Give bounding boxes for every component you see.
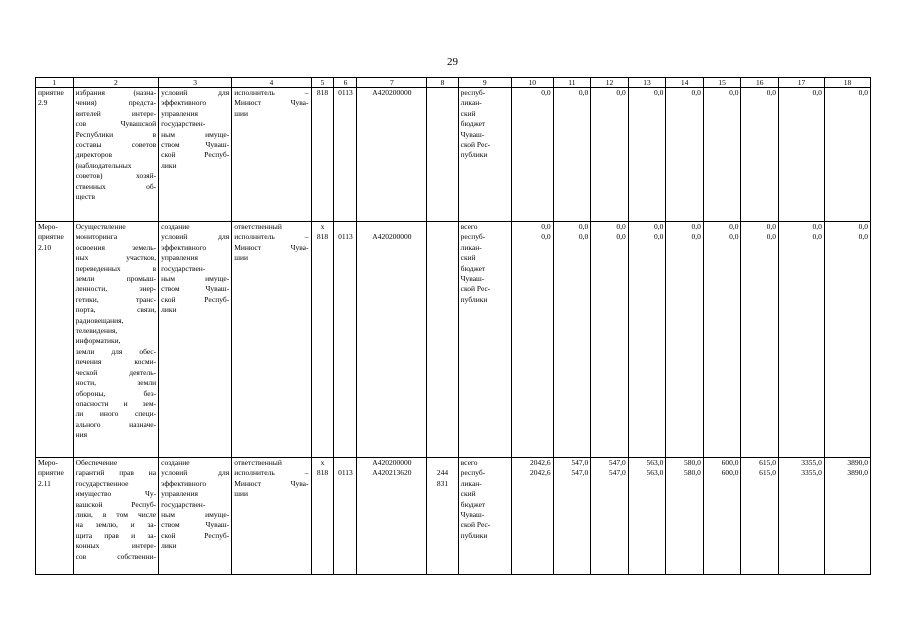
cell-line: Минюст Чува- [234, 478, 309, 488]
target-article-cell [357, 458, 427, 575]
cell-line: условий для [161, 232, 230, 242]
goal-cell [159, 222, 232, 458]
cell-line: ответственный [234, 222, 282, 231]
cell-line: избрания (назна- [75, 88, 157, 97]
column-number-7: 7 [357, 78, 427, 88]
cell-line: ством Чуваш- [161, 140, 230, 150]
cell-line: шии [234, 489, 249, 499]
column-number-5: 5 [311, 78, 334, 88]
target-article-cell [357, 88, 427, 222]
column-number-6: 6 [334, 78, 357, 88]
column-number-14: 14 [666, 78, 704, 88]
cell-line [429, 88, 455, 98]
cell-line: А420200000 [372, 88, 412, 97]
goal-cell [159, 88, 232, 222]
cell-line: опасности и зем- [75, 398, 157, 408]
value-cell: 563,0 563,0 [628, 458, 666, 575]
cell-line: эффективного [161, 98, 207, 108]
value-cell: 0,0 [666, 88, 704, 222]
cell-line: земли промыш- [75, 274, 157, 284]
cell-line: ществ [75, 192, 96, 202]
cell-line: информатики, [75, 336, 121, 346]
cell-line: исполнитель – [234, 468, 309, 478]
cell-line: 0113 [338, 468, 353, 478]
cell-line: управления [161, 253, 198, 263]
column-number-4: 4 [232, 78, 311, 88]
column-number-15: 15 [703, 78, 741, 88]
cell-line: публики [460, 294, 488, 304]
value-cell: 615,0 615,0 [741, 458, 779, 575]
cell-line: лики, в том числе [75, 510, 157, 520]
cell-line: шии [234, 253, 249, 263]
cell-line: 818 [316, 232, 329, 242]
cell-line: условий для [161, 468, 230, 478]
program-activities-table [35, 77, 871, 575]
cell-line: составы советов [75, 140, 157, 150]
cell-line: ской Рес- [460, 140, 491, 150]
cell-line: управления [161, 489, 198, 499]
cell-line: мониторинга [75, 232, 118, 242]
cell-line: 2.11 [38, 478, 51, 488]
cell-line: радиовещания, [75, 315, 124, 325]
column-number-2: 2 [73, 78, 159, 88]
activity-name-cell [73, 88, 159, 222]
cell-line: государствен- [161, 119, 206, 129]
cell-line: ответственный [234, 458, 282, 467]
section-code-cell [334, 222, 357, 458]
funding-source-cell [458, 88, 511, 222]
cell-line: шии [234, 108, 249, 118]
cell-line: ности, земли [75, 378, 157, 388]
cell-line: ский [460, 253, 476, 263]
cell-line [429, 458, 455, 468]
value-cell: 0,0 0,0 [703, 222, 741, 458]
cell-line: лики [161, 541, 177, 551]
cell-line: ных участков, [75, 253, 157, 263]
value-cell: 2042,6 2042,6 [511, 458, 553, 575]
cell-line: Чуваш- [460, 129, 485, 139]
cell-line [429, 222, 455, 232]
value-cell: 0,0 0,0 [591, 222, 629, 458]
cell-line: респуб- [460, 88, 486, 97]
goal-cell [159, 458, 232, 575]
column-number-1: 1 [36, 78, 74, 88]
executor-cell [232, 88, 311, 222]
cell-line: лики [161, 160, 177, 170]
value-cell: 547,0 547,0 [553, 458, 591, 575]
expense-type-cell [427, 88, 458, 222]
cell-line: ленности, энер- [75, 284, 157, 294]
cell-line: Меро- [38, 222, 58, 231]
page-number: 29 [447, 56, 458, 68]
value-cell: 0,0 [591, 88, 629, 222]
cell-line: приятие [38, 468, 64, 478]
cell-line: имущество Чу- [75, 489, 157, 499]
ministry-code-cell [311, 222, 334, 458]
column-number-18: 18 [824, 78, 870, 88]
value-cell: 600,0 600,0 [703, 458, 741, 575]
value-cell: 0,0 0,0 [628, 222, 666, 458]
cell-line: освоения земель- [75, 242, 157, 252]
cell-line: обороны, без- [75, 388, 157, 398]
table-row [36, 222, 871, 458]
cell-line: ский [460, 489, 476, 499]
column-number-8: 8 [427, 78, 458, 88]
cell-line: вашской Респуб- [75, 499, 157, 509]
cell-line: Минюст Чува- [234, 98, 309, 108]
cell-line: 244 [436, 468, 449, 478]
cell-line: щита прав и за- [75, 530, 157, 540]
cell-line: на землю, и за- [75, 520, 157, 530]
cell-line: 0113 [338, 88, 353, 97]
cell-line [359, 222, 424, 232]
value-cell: 3890,0 3890,0 [824, 458, 870, 575]
column-number-11: 11 [553, 78, 591, 88]
cell-line: А420200000 [372, 232, 412, 242]
cell-line: эффективного [161, 478, 207, 488]
cell-line: лики [161, 305, 177, 315]
cell-line: ской Респуб- [161, 150, 230, 160]
value-cell: 547,0 547,0 [591, 458, 629, 575]
activity-name-cell [73, 222, 159, 458]
cell-line: ческой деятель- [75, 367, 157, 377]
ministry-code-cell [311, 88, 334, 222]
cell-line: (наблюдательных [75, 160, 132, 170]
value-cell: 0,0 0,0 [779, 222, 825, 458]
target-article-cell [357, 222, 427, 458]
cell-line: ликан- [460, 98, 482, 108]
value-cell: 0,0 [628, 88, 666, 222]
cell-line: А420213620 [372, 468, 412, 478]
cell-line: конных интере- [75, 541, 157, 551]
cell-line: 0113 [338, 232, 353, 242]
activity-id-cell [36, 222, 74, 458]
cell-line: x [320, 222, 325, 231]
cell-line: приятие [38, 232, 64, 242]
section-code-cell [334, 458, 357, 575]
cell-line: государствен- [161, 263, 206, 273]
cell-line: 818 [316, 468, 329, 478]
cell-line: 2.10 [38, 242, 52, 252]
cell-line: бюджет [460, 499, 486, 509]
column-number-3: 3 [159, 78, 232, 88]
column-number-12: 12 [591, 78, 629, 88]
cell-line: сов собственни- [75, 551, 157, 561]
cell-line: 831 [436, 478, 449, 488]
cell-line: всего [460, 458, 478, 467]
value-cell: 0,0 0,0 [666, 222, 704, 458]
cell-line: ликан- [460, 242, 482, 252]
cell-line: А420200000 [372, 458, 412, 467]
cell-line: переведенных в [75, 263, 157, 273]
cell-line: гетики, транс- [75, 294, 157, 304]
cell-line: публики [460, 150, 488, 160]
value-cell: 0,0 0,0 [741, 222, 779, 458]
cell-line: управления [161, 108, 198, 118]
cell-line: ством Чуваш- [161, 284, 230, 294]
cell-line: Минюст Чува- [234, 242, 309, 252]
activity-id-cell [36, 458, 74, 575]
cell-line [336, 458, 354, 468]
column-number-10: 10 [511, 78, 553, 88]
activity-id-cell [36, 88, 74, 222]
expense-type-cell [427, 458, 458, 575]
value-cell: 580,0 580,0 [666, 458, 704, 575]
funding-source-cell [458, 458, 511, 575]
cell-line: респуб- [460, 468, 486, 478]
cell-line: ли иного специ- [75, 409, 157, 419]
cell-line: условий для [161, 88, 230, 97]
cell-line: чения) предста- [75, 98, 157, 108]
value-cell: 0,0 0,0 [553, 222, 591, 458]
cell-line: создание [161, 222, 190, 231]
cell-line: государствен- [161, 499, 206, 509]
cell-line: гарантий прав на [75, 468, 157, 478]
table-row [36, 88, 871, 222]
column-number-17: 17 [779, 78, 825, 88]
column-number-16: 16 [741, 78, 779, 88]
value-cell: 0,0 [511, 88, 553, 222]
cell-line: ский [460, 108, 476, 118]
cell-line: исполнитель – [234, 88, 309, 97]
cell-line: ального назначе- [75, 419, 157, 429]
cell-line: Осуществление [75, 222, 126, 231]
cell-line: 2.9 [38, 98, 48, 108]
cell-line: ской Респуб- [161, 294, 230, 304]
funding-source-cell [458, 222, 511, 458]
cell-line: вителей интере- [75, 108, 157, 118]
cell-line: создание [161, 458, 190, 467]
value-cell: 0,0 [824, 88, 870, 222]
executor-cell [232, 222, 311, 458]
cell-line: государственное [75, 478, 129, 488]
cell-line: исполнитель – [234, 232, 309, 242]
value-cell: 0,0 [553, 88, 591, 222]
value-cell: 0,0 0,0 [824, 222, 870, 458]
cell-line: Республики в [75, 129, 157, 139]
column-number-row [36, 78, 871, 88]
cell-line: бюджет [460, 119, 486, 129]
column-number-9: 9 [458, 78, 511, 88]
cell-line [336, 222, 354, 232]
cell-line: ным имуще- [161, 129, 230, 139]
cell-line: x [320, 458, 325, 467]
value-cell: 0,0 0,0 [511, 222, 553, 458]
cell-line: ственных об- [75, 181, 157, 191]
cell-line: ской Рес- [460, 520, 491, 530]
cell-line: Меро- [38, 458, 58, 467]
cell-line: эффективного [161, 242, 207, 252]
cell-line: публики [460, 530, 488, 540]
cell-line: Обеспечение [75, 458, 118, 467]
value-cell: 0,0 [779, 88, 825, 222]
cell-line: советов) хозяй- [75, 171, 157, 181]
cell-line: ным имуще- [161, 510, 230, 520]
cell-line: ликан- [460, 478, 482, 488]
cell-line: Чуваш- [460, 510, 485, 520]
executor-cell [232, 458, 311, 575]
table-row [36, 458, 871, 575]
cell-line: земли для обес- [75, 346, 157, 356]
value-cell: 0,0 [703, 88, 741, 222]
cell-line: приятие [38, 88, 64, 97]
expense-type-cell [427, 222, 458, 458]
cell-line: сов Чувашской [75, 119, 157, 129]
cell-line: 818 [316, 88, 329, 97]
cell-line: респуб- [460, 232, 486, 242]
column-number-13: 13 [628, 78, 666, 88]
activity-name-cell [73, 458, 159, 575]
cell-line: ния [75, 430, 88, 440]
cell-line: директоров [75, 150, 112, 160]
cell-line: бюджет [460, 263, 486, 273]
cell-line: Чуваш- [460, 274, 485, 284]
cell-line: ской Респуб- [161, 530, 230, 540]
cell-line: телевидения, [75, 326, 118, 336]
section-code-cell [334, 88, 357, 222]
cell-line: ской Рес- [460, 284, 491, 294]
cell-line: ным имуще- [161, 274, 230, 284]
cell-line: всего [460, 222, 478, 231]
ministry-code-cell [311, 458, 334, 575]
value-cell: 3355,0 3355,0 [779, 458, 825, 575]
cell-line: порта, связи, [75, 305, 157, 315]
cell-line: ством Чуваш- [161, 520, 230, 530]
value-cell: 0,0 [741, 88, 779, 222]
cell-line: печения косми- [75, 357, 157, 367]
